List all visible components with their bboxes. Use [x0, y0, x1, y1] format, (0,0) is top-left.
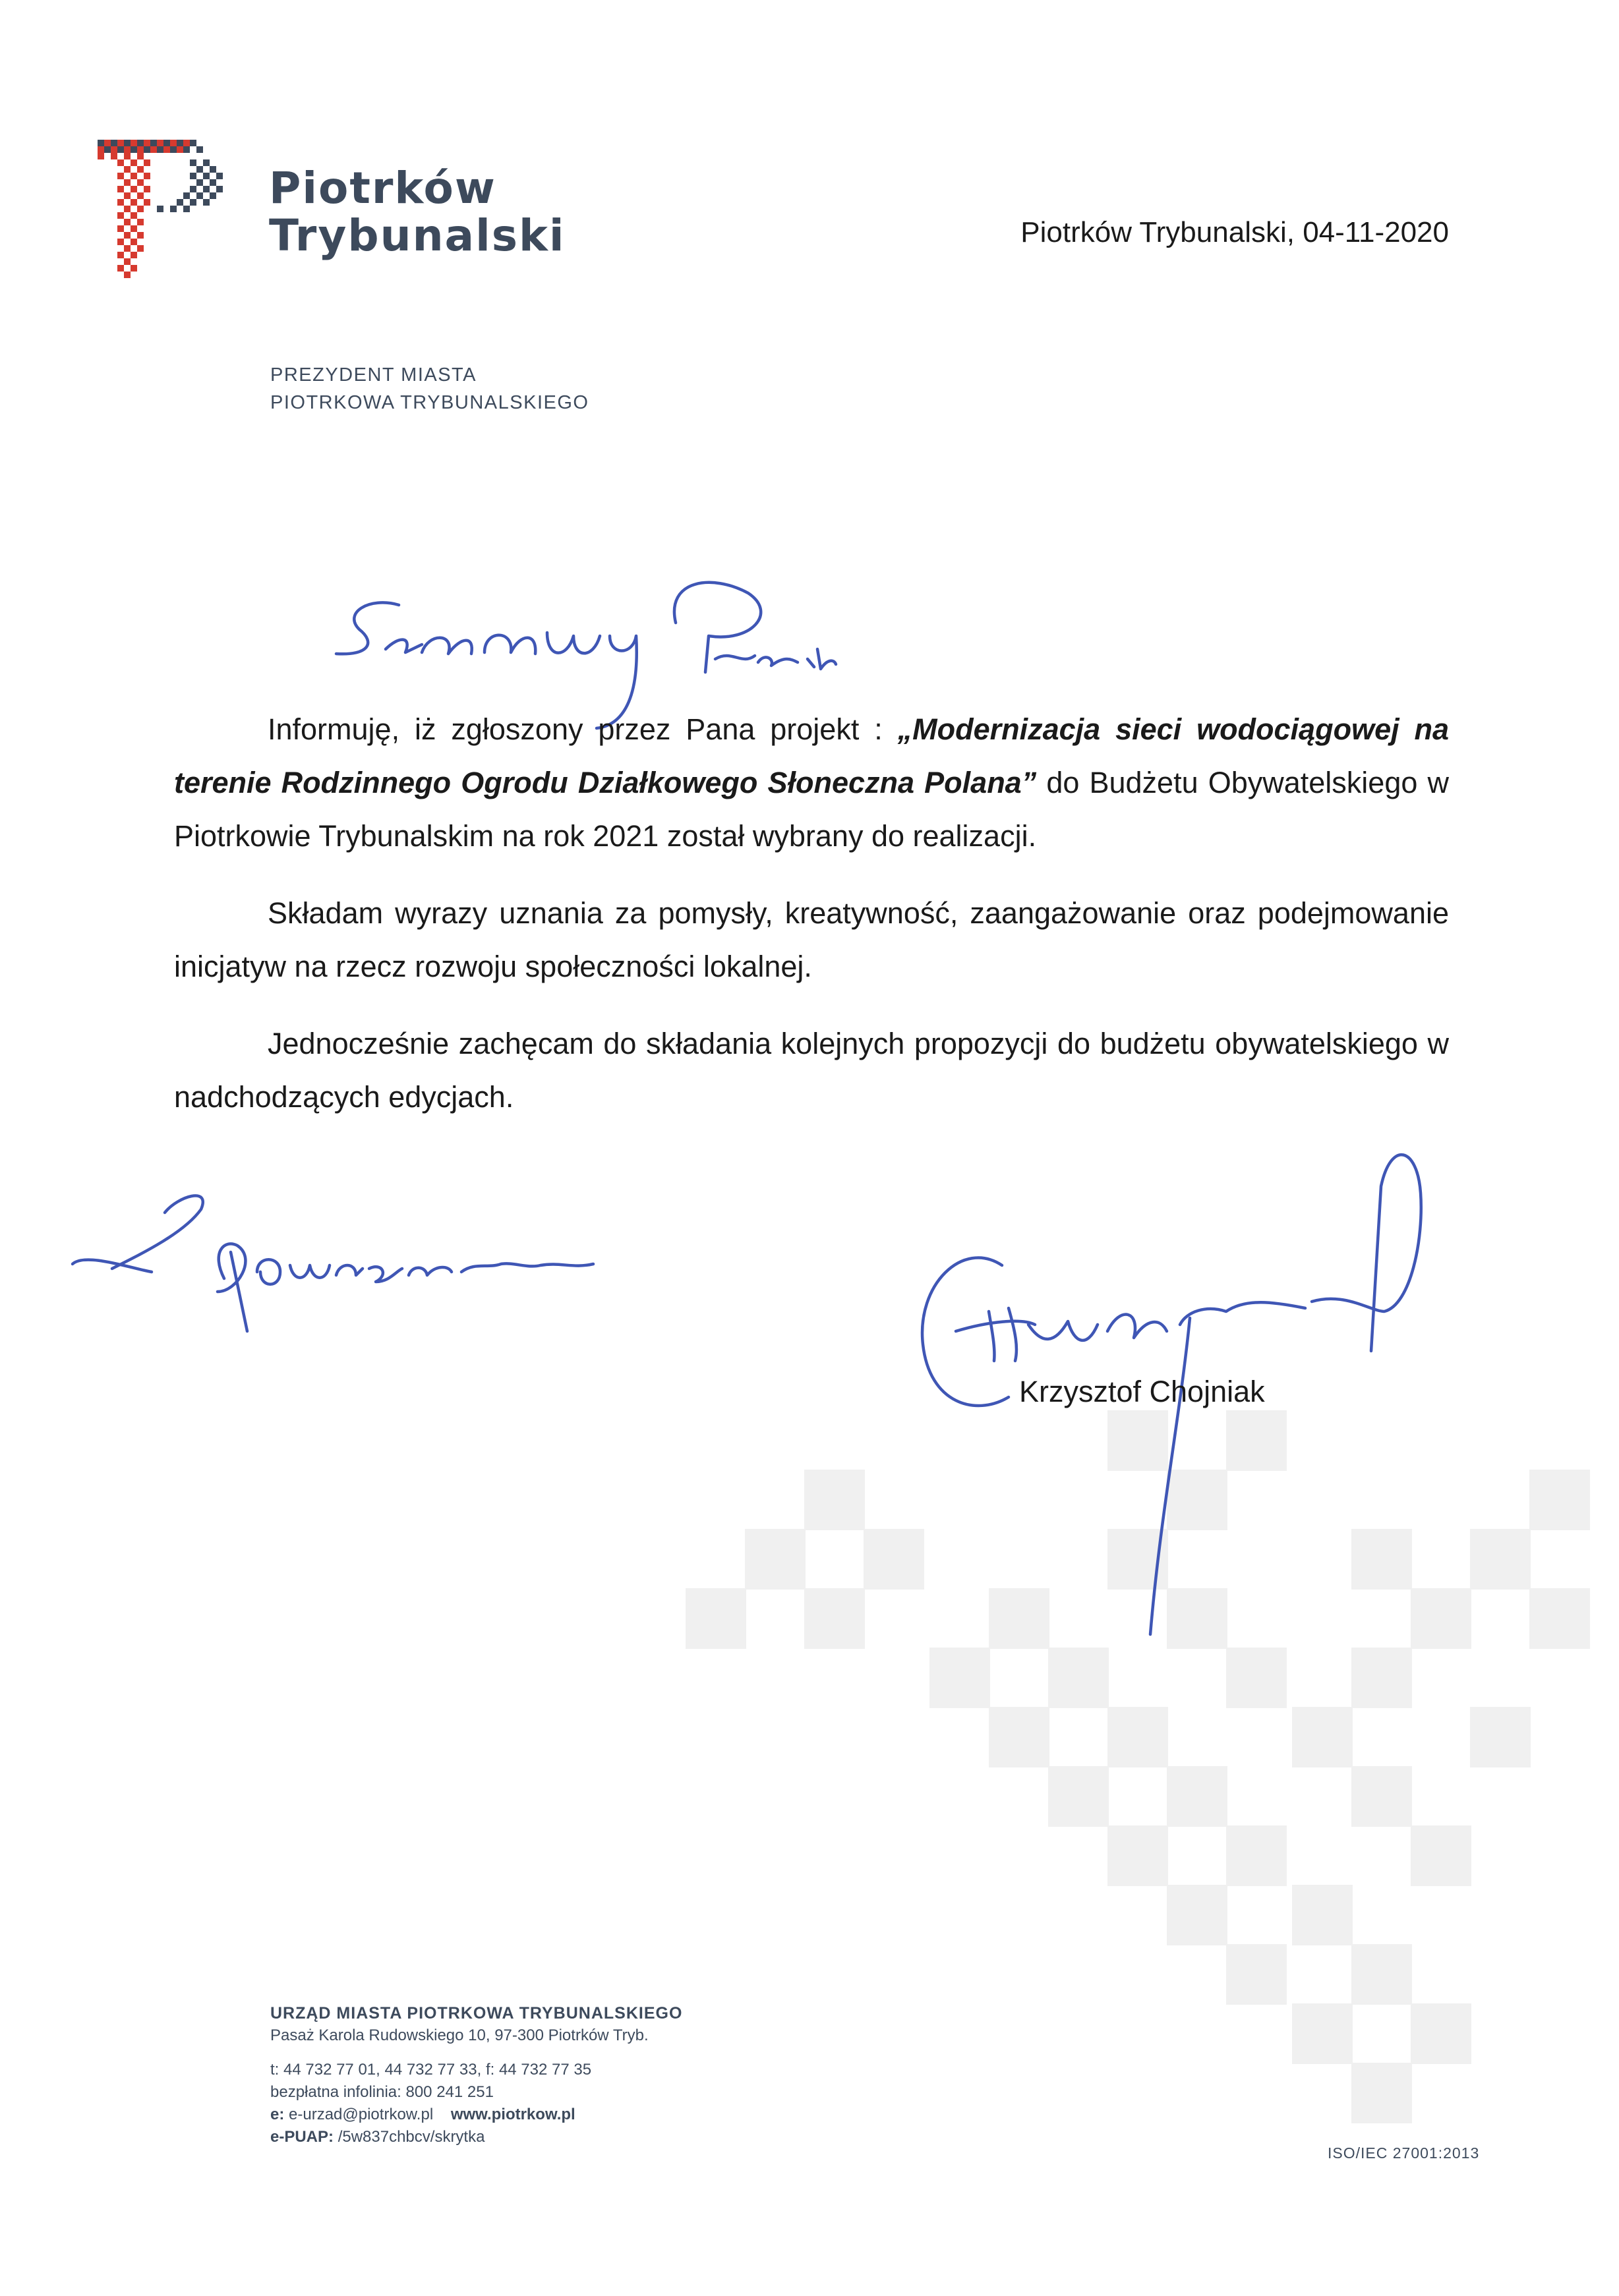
paragraph-3: Jednocześnie zachęcam do składania kolejnych propozycji do budżetu obywatelskiego w nadchodzących edycjach.: [174, 1027, 1449, 1114]
paragraph-1-rest: do Budżetu Obywatelskiego w Piotrkowie Trybunalskim na rok 2021 został wybrany do realizacji.: [174, 766, 1449, 853]
logo-line-2: Trybunalski: [269, 210, 566, 261]
footer-website[interactable]: www.piotrkow.pl: [450, 2106, 575, 2123]
footer-contact: [270, 2002, 682, 2148]
footer-epuap: /5w837chbcv/skrytka: [338, 2128, 485, 2146]
office-title-line-1: PREZYDENT MIASTA: [270, 364, 477, 386]
footer-org-name: URZĄD MIASTA PIOTRKOWA TRYBUNALSKIEGO: [270, 2004, 683, 2023]
footer-phones: t: 44 732 77 01, 44 732 77 33, f: 44 732 77 35: [270, 2061, 592, 2079]
office-title: [270, 361, 589, 416]
letter-body: [174, 703, 1449, 1147]
background-checker-pattern: [672, 1410, 1608, 2201]
paragraph-2: Składam wyrazy uznania za pomysły, kreatywność, zaangażowanie oraz podejmowanie inicjatyw na rzecz rozwoju społeczności lokalnej.: [174, 896, 1449, 983]
footer-email-row: [270, 2104, 682, 2126]
handwritten-closing: [73, 1195, 593, 1331]
signer-name: Krzysztof Chojniak: [1019, 1375, 1265, 1408]
office-title-line-2: PIOTRKOWA TRYBUNALSKIEGO: [270, 392, 589, 413]
project-title: „Modernizacja sieci wodociągowej na terenie Rodzinnego Ogrodu Działkowego Słoneczna Polana”: [174, 712, 1449, 799]
city-logo-icon: [98, 140, 236, 285]
letter-date: Piotrków Trybunalski, 04-11-2020: [1020, 216, 1449, 248]
footer-infoline: bezpłatna infolinia: 800 241 251: [270, 2083, 494, 2101]
paragraph-1-intro: Informuję, iż zgłoszony przez Pana projekt :: [268, 712, 898, 746]
city-logo-wordmark: [269, 165, 566, 260]
logo-line-1: Piotrków: [269, 163, 496, 214]
paragraph-1: [174, 703, 1449, 863]
footer-address: Pasaż Karola Rudowskiego 10, 97-300 Piotrków Tryb.: [270, 2026, 649, 2044]
footer-email[interactable]: e-urzad@piotrkow.pl: [289, 2106, 434, 2123]
footer-epuap-label: e-PUAP:: [270, 2128, 334, 2146]
footer-epuap-row: [270, 2126, 682, 2148]
footer-email-label: e:: [270, 2106, 285, 2123]
iso-certification: ISO/IEC 27001:2013: [1328, 2144, 1480, 2162]
